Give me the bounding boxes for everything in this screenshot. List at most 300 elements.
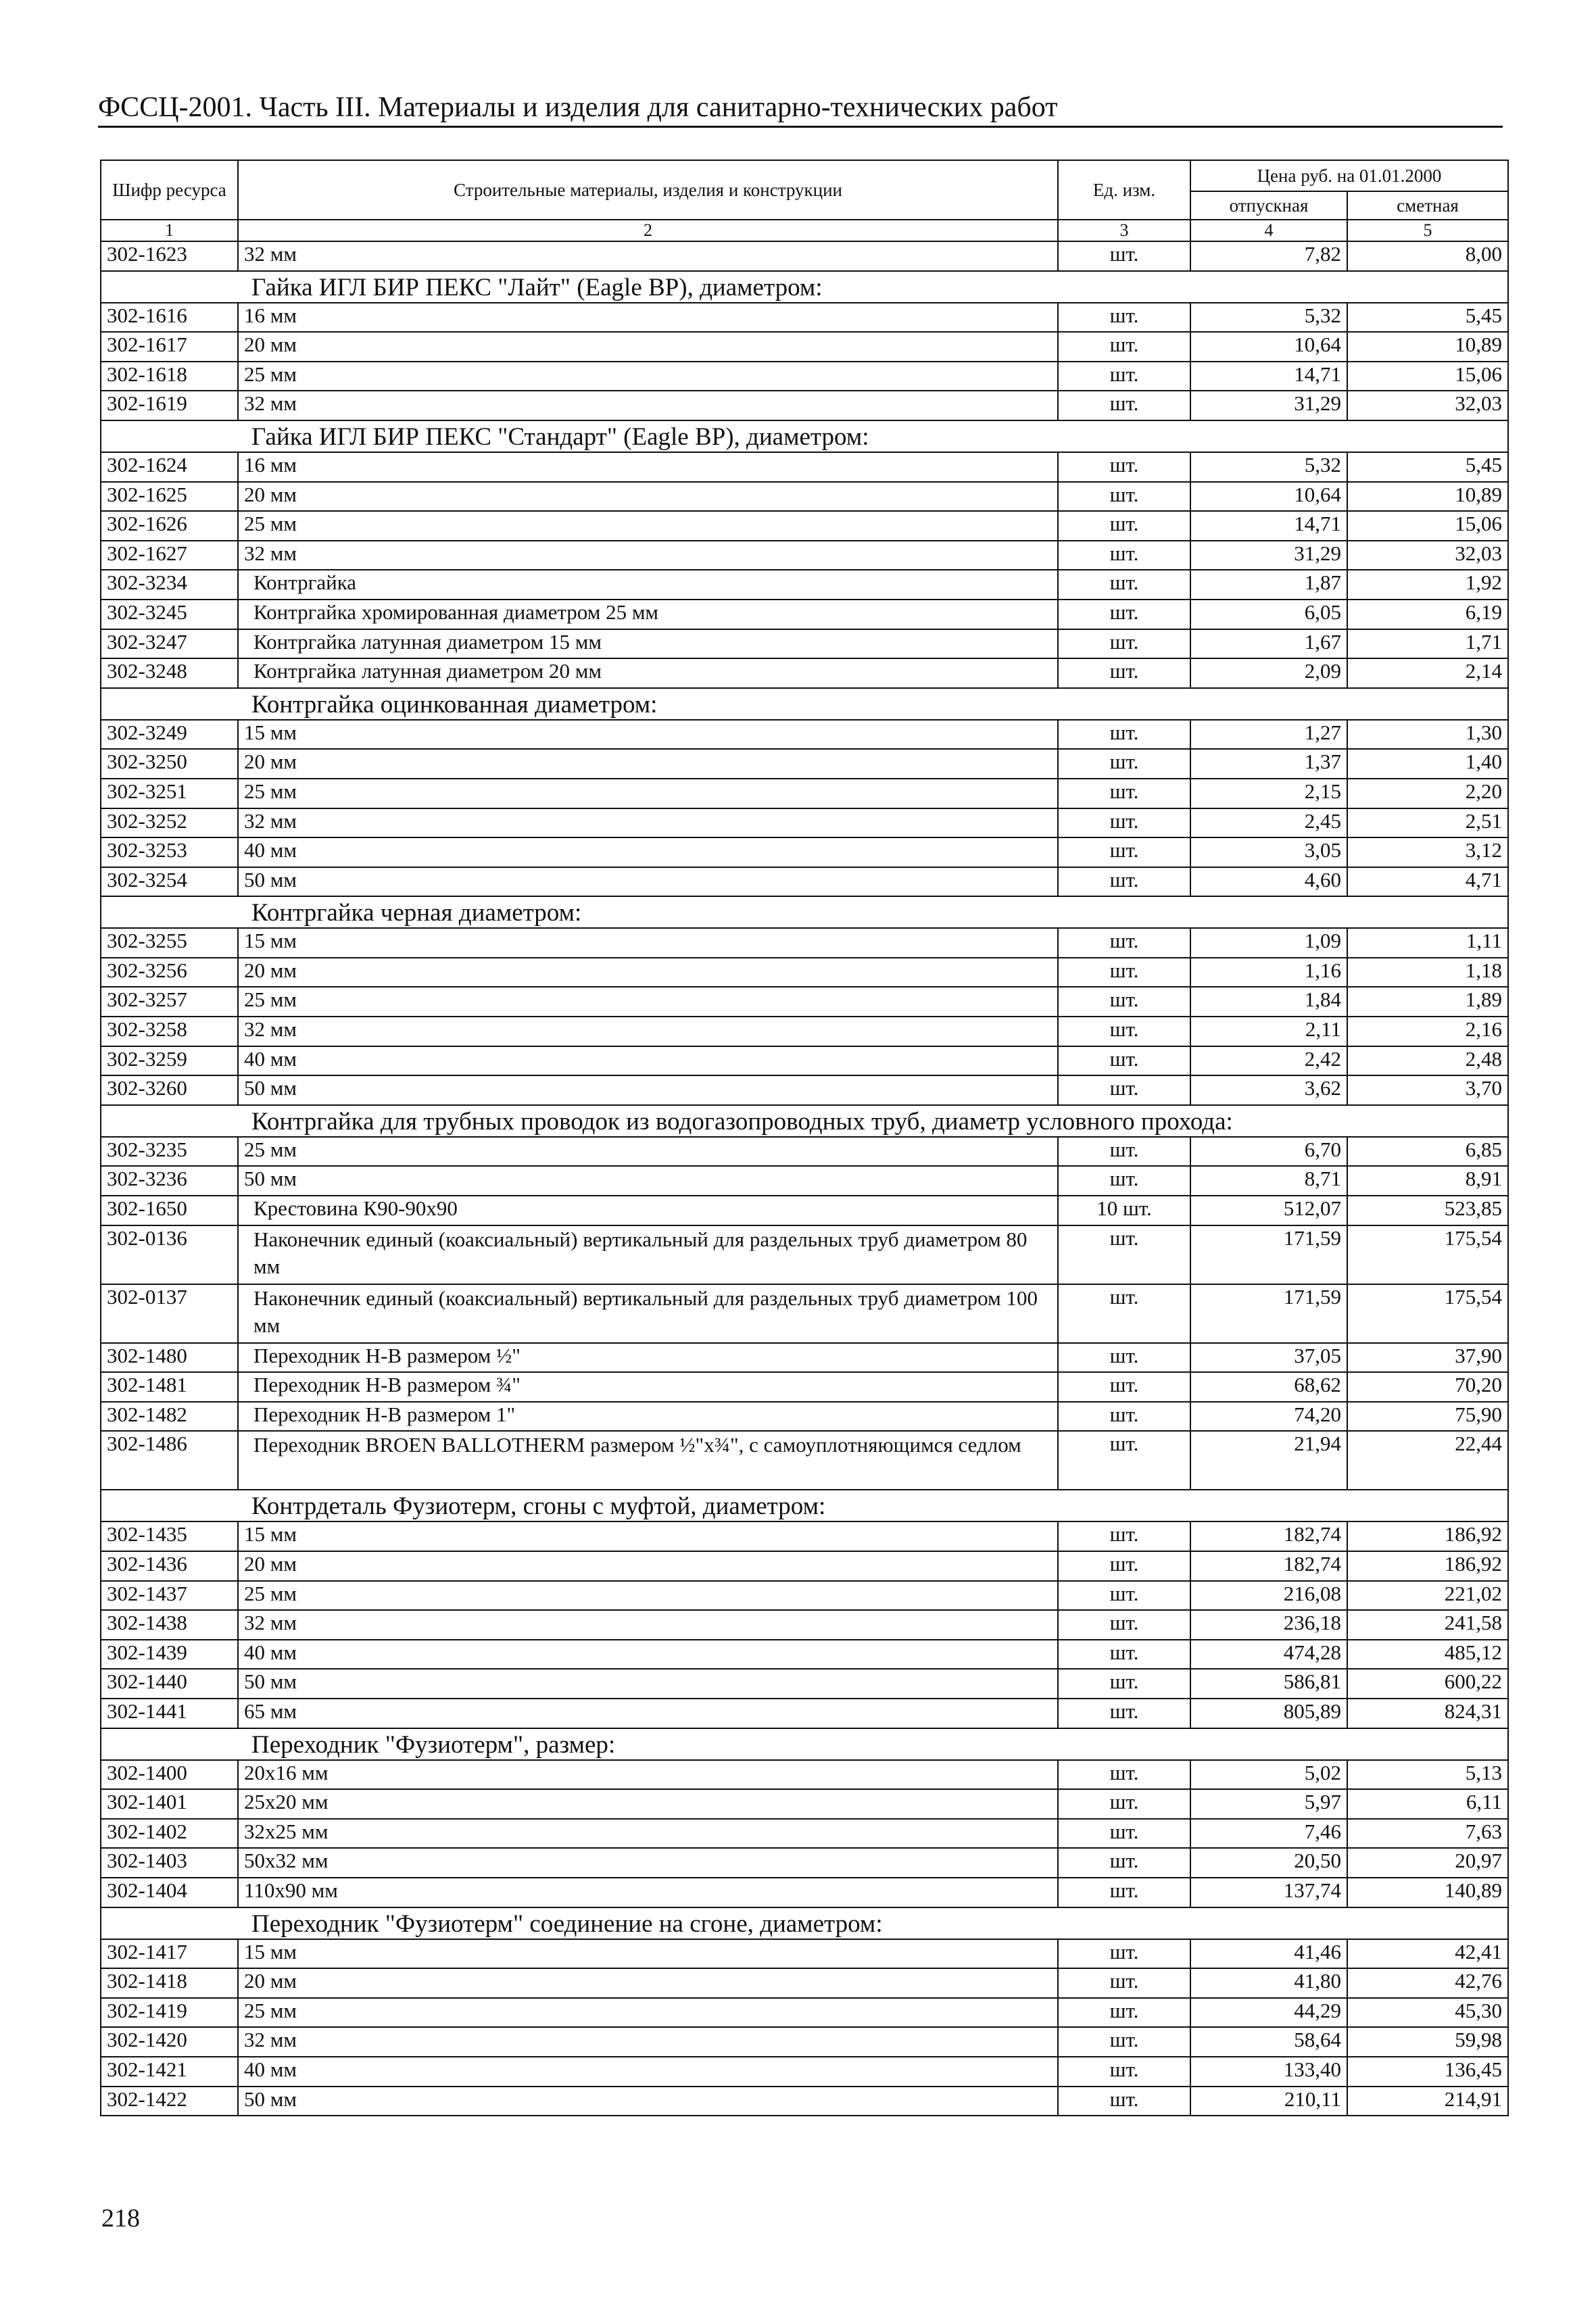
estimate-price-cell: 3,12 (1347, 837, 1508, 867)
release-price-cell: 74,20 (1190, 1402, 1347, 1432)
estimate-price-cell: 485,12 (1347, 1640, 1508, 1670)
material-name-cell: 50 мм (238, 1166, 1058, 1196)
unit-cell: шт. (1058, 1284, 1190, 1343)
resource-code-cell: 302-3250 (101, 749, 238, 779)
unit-cell: шт. (1058, 332, 1190, 362)
group-title: Контргайка оцинкованная диаметром: (101, 688, 1508, 720)
release-price-cell: 2,42 (1190, 1046, 1347, 1076)
material-name-cell: Контргайка (238, 570, 1058, 600)
estimate-price-cell: 20,97 (1347, 1848, 1508, 1878)
col-header-code: Шифр ресурса (101, 160, 238, 220)
material-name-cell: Наконечник единый (коаксиальный) вертикальный для раздельных труб диаметром 80 мм (238, 1225, 1058, 1284)
group-title: Контргайка черная диаметром: (101, 896, 1508, 928)
release-price-cell: 5,02 (1190, 1760, 1347, 1790)
table-row (101, 241, 1508, 271)
release-price-cell: 6,05 (1190, 600, 1347, 629)
material-name-cell: Переходник Н-В размером 1" (238, 1402, 1058, 1432)
estimate-price-cell: 5,13 (1347, 1760, 1508, 1790)
table-row (101, 658, 1508, 688)
release-price-cell: 21,94 (1190, 1431, 1347, 1490)
material-name-cell: Контргайка хромированная диаметром 25 мм (238, 600, 1058, 629)
resource-code-cell: 302-3256 (101, 958, 238, 988)
price-table (100, 160, 1509, 2116)
resource-code-cell: 302-3234 (101, 570, 238, 600)
material-name-cell: 20 мм (238, 958, 1058, 988)
table-row (101, 1225, 1508, 1284)
table-row (101, 808, 1508, 838)
resource-code-cell: 302-3253 (101, 837, 238, 867)
resource-code-cell: 302-1624 (101, 452, 238, 482)
unit-cell: шт. (1058, 1166, 1190, 1196)
estimate-price-cell: 70,20 (1347, 1372, 1508, 1402)
estimate-price-cell: 241,58 (1347, 1610, 1508, 1640)
table-row (101, 958, 1508, 988)
group-header-row (101, 1907, 1508, 1939)
release-price-cell: 1,87 (1190, 570, 1347, 600)
group-title: Переходник "Фузиотерм" соединение на сгоне, диаметром: (101, 1907, 1508, 1939)
unit-cell: шт. (1058, 391, 1190, 420)
estimate-price-cell: 1,89 (1347, 987, 1508, 1017)
resource-code-cell: 302-1403 (101, 1848, 238, 1878)
material-name-cell: Контргайка латунная диаметром 20 мм (238, 658, 1058, 688)
unit-cell: шт. (1058, 1431, 1190, 1490)
column-number: 5 (1347, 220, 1508, 241)
estimate-price-cell: 7,63 (1347, 1819, 1508, 1849)
unit-cell: шт. (1058, 2057, 1190, 2087)
material-name-cell: 25 мм (238, 1998, 1058, 2028)
unit-cell: шт. (1058, 1939, 1190, 1969)
release-price-cell: 41,80 (1190, 1968, 1347, 1998)
estimate-price-cell: 175,54 (1347, 1284, 1508, 1343)
table-row (101, 629, 1508, 659)
release-price-cell: 512,07 (1190, 1196, 1347, 1225)
column-number: 4 (1190, 220, 1347, 241)
estimate-price-cell: 15,06 (1347, 362, 1508, 391)
group-header-row (101, 1728, 1508, 1760)
unit-cell: шт. (1058, 1669, 1190, 1699)
unit-cell: шт. (1058, 452, 1190, 482)
resource-code-cell: 302-1437 (101, 1581, 238, 1611)
resource-code-cell: 302-1418 (101, 1968, 238, 1998)
estimate-price-cell: 2,51 (1347, 808, 1508, 838)
resource-code-cell: 302-1481 (101, 1372, 238, 1402)
release-price-cell: 210,11 (1190, 2087, 1347, 2116)
table-row (101, 779, 1508, 808)
resource-code-cell: 302-1400 (101, 1760, 238, 1790)
col-header-price-release: отпускная (1190, 191, 1347, 220)
release-price-cell: 1,37 (1190, 749, 1347, 779)
release-price-cell: 1,09 (1190, 928, 1347, 958)
release-price-cell: 6,70 (1190, 1137, 1347, 1167)
table-row (101, 570, 1508, 600)
page-header-title: ФССЦ-2001. Часть III. Материалы и изделия для санитарно-технических работ (98, 92, 1058, 123)
resource-code-cell: 302-1480 (101, 1343, 238, 1373)
unit-cell: шт. (1058, 2027, 1190, 2057)
estimate-price-cell: 186,92 (1347, 1521, 1508, 1551)
release-price-cell: 31,29 (1190, 391, 1347, 420)
resource-code-cell: 302-3249 (101, 720, 238, 750)
material-name-cell: 50х32 мм (238, 1848, 1058, 1878)
material-name-cell: 20 мм (238, 1968, 1058, 1998)
unit-cell: шт. (1058, 720, 1190, 750)
estimate-price-cell: 4,71 (1347, 867, 1508, 897)
resource-code-cell: 302-3235 (101, 1137, 238, 1167)
unit-cell: шт. (1058, 482, 1190, 512)
page-number: 218 (101, 2204, 140, 2233)
release-price-cell: 31,29 (1190, 541, 1347, 570)
unit-cell: шт. (1058, 958, 1190, 988)
unit-cell: шт. (1058, 600, 1190, 629)
col-header-name: Строительные материалы, изделия и конструкции (238, 160, 1058, 220)
material-name-cell: 65 мм (238, 1699, 1058, 1728)
estimate-price-cell: 824,31 (1347, 1699, 1508, 1728)
price-table-body (101, 241, 1508, 2116)
release-price-cell: 7,82 (1190, 241, 1347, 271)
estimate-price-cell: 2,48 (1347, 1046, 1508, 1076)
release-price-cell: 14,71 (1190, 511, 1347, 541)
release-price-cell: 182,74 (1190, 1551, 1347, 1581)
material-name-cell: 20 мм (238, 482, 1058, 512)
unit-cell: шт. (1058, 362, 1190, 391)
material-name-cell: 110х90 мм (238, 1878, 1058, 1907)
table-row (101, 511, 1508, 541)
material-name-cell: 40 мм (238, 837, 1058, 867)
estimate-price-cell: 136,45 (1347, 2057, 1508, 2087)
release-price-cell: 4,60 (1190, 867, 1347, 897)
material-name-cell: 32 мм (238, 241, 1058, 271)
column-number: 3 (1058, 220, 1190, 241)
unit-cell: шт. (1058, 1372, 1190, 1402)
unit-cell: шт. (1058, 511, 1190, 541)
resource-code-cell: 302-1439 (101, 1640, 238, 1670)
unit-cell: шт. (1058, 1402, 1190, 1432)
unit-cell: шт. (1058, 749, 1190, 779)
table-row (101, 1640, 1508, 1670)
release-price-cell: 20,50 (1190, 1848, 1347, 1878)
resource-code-cell: 302-1438 (101, 1610, 238, 1640)
unit-cell: шт. (1058, 303, 1190, 333)
table-row (101, 1372, 1508, 1402)
unit-cell: шт. (1058, 837, 1190, 867)
unit-cell: шт. (1058, 1521, 1190, 1551)
resource-code-cell: 302-3254 (101, 867, 238, 897)
column-number-row (101, 220, 1508, 241)
release-price-cell: 216,08 (1190, 1581, 1347, 1611)
unit-cell: шт. (1058, 658, 1190, 688)
col-header-price-estimate: сметная (1347, 191, 1508, 220)
material-name-cell: 20х16 мм (238, 1760, 1058, 1790)
table-row (101, 1581, 1508, 1611)
resource-code-cell: 302-1402 (101, 1819, 238, 1849)
unit-cell: шт. (1058, 808, 1190, 838)
resource-code-cell: 302-1421 (101, 2057, 238, 2087)
unit-cell: шт. (1058, 1699, 1190, 1728)
unit-cell: шт. (1058, 629, 1190, 659)
release-price-cell: 171,59 (1190, 1284, 1347, 1343)
release-price-cell: 2,11 (1190, 1017, 1347, 1046)
material-name-cell: 50 мм (238, 1075, 1058, 1105)
estimate-price-cell: 221,02 (1347, 1581, 1508, 1611)
table-row (101, 928, 1508, 958)
unit-cell: шт. (1058, 1551, 1190, 1581)
table-row (101, 1610, 1508, 1640)
unit-cell: шт. (1058, 541, 1190, 570)
material-name-cell: 25 мм (238, 1137, 1058, 1167)
price-table-header (101, 160, 1508, 241)
release-price-cell: 474,28 (1190, 1640, 1347, 1670)
unit-cell: шт. (1058, 1137, 1190, 1167)
resource-code-cell: 302-3248 (101, 658, 238, 688)
table-row (101, 1521, 1508, 1551)
estimate-price-cell: 140,89 (1347, 1878, 1508, 1907)
release-price-cell: 10,64 (1190, 332, 1347, 362)
material-name-cell: 40 мм (238, 2057, 1058, 2087)
release-price-cell: 1,16 (1190, 958, 1347, 988)
group-title: Гайка ИГЛ БИР ПЕКС "Стандарт" (Eagle BP), диаметром: (101, 420, 1508, 452)
table-row (101, 541, 1508, 570)
material-name-cell: 25 мм (238, 1581, 1058, 1611)
material-name-cell: 50 мм (238, 867, 1058, 897)
release-price-cell: 5,32 (1190, 452, 1347, 482)
resource-code-cell: 302-1420 (101, 2027, 238, 2057)
table-row (101, 482, 1508, 512)
estimate-price-cell: 6,19 (1347, 600, 1508, 629)
estimate-price-cell: 45,30 (1347, 1998, 1508, 2028)
release-price-cell: 14,71 (1190, 362, 1347, 391)
resource-code-cell: 302-0136 (101, 1225, 238, 1284)
material-name-cell: Переходник Н-В размером ¾" (238, 1372, 1058, 1402)
estimate-price-cell: 175,54 (1347, 1225, 1508, 1284)
table-row (101, 1284, 1508, 1343)
estimate-price-cell: 186,92 (1347, 1551, 1508, 1581)
estimate-price-cell: 10,89 (1347, 482, 1508, 512)
material-name-cell: 32 мм (238, 808, 1058, 838)
material-name-cell: 32 мм (238, 2027, 1058, 2057)
estimate-price-cell: 32,03 (1347, 541, 1508, 570)
resource-code-cell: 302-1486 (101, 1431, 238, 1490)
release-price-cell: 137,74 (1190, 1878, 1347, 1907)
resource-code-cell: 302-1401 (101, 1789, 238, 1819)
table-row (101, 720, 1508, 750)
header-rule (98, 126, 1503, 128)
estimate-price-cell: 3,70 (1347, 1075, 1508, 1105)
resource-code-cell: 302-1626 (101, 511, 238, 541)
group-title: Переходник "Фузиотерм", размер: (101, 1728, 1508, 1760)
group-header-row (101, 896, 1508, 928)
resource-code-cell: 302-3247 (101, 629, 238, 659)
release-price-cell: 2,09 (1190, 658, 1347, 688)
resource-code-cell: 302-1417 (101, 1939, 238, 1969)
resource-code-cell: 302-1404 (101, 1878, 238, 1907)
estimate-price-cell: 5,45 (1347, 303, 1508, 333)
estimate-price-cell: 42,41 (1347, 1939, 1508, 1969)
group-header-row (101, 420, 1508, 452)
table-row (101, 1196, 1508, 1225)
resource-code-cell: 302-1440 (101, 1669, 238, 1699)
column-number: 1 (101, 220, 238, 241)
table-row (101, 303, 1508, 333)
column-number: 2 (238, 220, 1058, 241)
resource-code-cell: 302-3258 (101, 1017, 238, 1046)
resource-code-cell: 302-3260 (101, 1075, 238, 1105)
release-price-cell: 1,84 (1190, 987, 1347, 1017)
estimate-price-cell: 8,00 (1347, 241, 1508, 271)
estimate-price-cell: 22,44 (1347, 1431, 1508, 1490)
material-name-cell: 25 мм (238, 362, 1058, 391)
table-row (101, 1939, 1508, 1969)
table-row (101, 987, 1508, 1017)
material-name-cell: Переходник BROEN BALLOTHERM размером ½"х¾", с самоуплотняющимся седлом (238, 1431, 1058, 1490)
table-row (101, 1166, 1508, 1196)
material-name-cell: Переходник Н-В размером ½" (238, 1343, 1058, 1373)
table-row (101, 1075, 1508, 1105)
material-name-cell: 32 мм (238, 391, 1058, 420)
resource-code-cell: 302-1482 (101, 1402, 238, 1432)
table-row (101, 749, 1508, 779)
resource-code-cell: 302-3257 (101, 987, 238, 1017)
release-price-cell: 171,59 (1190, 1225, 1347, 1284)
release-price-cell: 8,71 (1190, 1166, 1347, 1196)
material-name-cell: 15 мм (238, 928, 1058, 958)
estimate-price-cell: 1,92 (1347, 570, 1508, 600)
release-price-cell: 2,15 (1190, 779, 1347, 808)
unit-cell: шт. (1058, 1640, 1190, 1670)
table-row (101, 1137, 1508, 1167)
col-header-unit: Ед. изм. (1058, 160, 1190, 220)
resource-code-cell: 302-1617 (101, 332, 238, 362)
resource-code-cell: 302-0137 (101, 1284, 238, 1343)
resource-code-cell: 302-1616 (101, 303, 238, 333)
estimate-price-cell: 1,30 (1347, 720, 1508, 750)
table-row (101, 1789, 1508, 1819)
estimate-price-cell: 75,90 (1347, 1402, 1508, 1432)
unit-cell: шт. (1058, 1343, 1190, 1373)
material-name-cell: 40 мм (238, 1640, 1058, 1670)
table-row (101, 1017, 1508, 1046)
unit-cell: шт. (1058, 1075, 1190, 1105)
unit-cell: шт. (1058, 1046, 1190, 1076)
resource-code-cell: 302-3251 (101, 779, 238, 808)
group-header-row (101, 1490, 1508, 1521)
table-row (101, 837, 1508, 867)
unit-cell: шт. (1058, 867, 1190, 897)
unit-cell: шт. (1058, 1998, 1190, 2028)
material-name-cell: Контргайка латунная диаметром 15 мм (238, 629, 1058, 659)
material-name-cell: 25х20 мм (238, 1789, 1058, 1819)
material-name-cell: 16 мм (238, 303, 1058, 333)
estimate-price-cell: 2,20 (1347, 779, 1508, 808)
table-row (101, 391, 1508, 420)
table-row (101, 1343, 1508, 1373)
material-name-cell: 32х25 мм (238, 1819, 1058, 1849)
release-price-cell: 182,74 (1190, 1521, 1347, 1551)
material-name-cell: Крестовина К90-90х90 (238, 1196, 1058, 1225)
unit-cell: шт. (1058, 928, 1190, 958)
table-row (101, 1968, 1508, 1998)
material-name-cell: 20 мм (238, 332, 1058, 362)
estimate-price-cell: 2,16 (1347, 1017, 1508, 1046)
estimate-price-cell: 523,85 (1347, 1196, 1508, 1225)
table-row (101, 1402, 1508, 1432)
material-name-cell: 50 мм (238, 1669, 1058, 1699)
group-header-row (101, 271, 1508, 303)
release-price-cell: 133,40 (1190, 2057, 1347, 2087)
group-title: Гайка ИГЛ БИР ПЕКС "Лайт" (Eagle BP), диаметром: (101, 271, 1508, 303)
material-name-cell: 25 мм (238, 987, 1058, 1017)
release-price-cell: 2,45 (1190, 808, 1347, 838)
resource-code-cell: 302-1650 (101, 1196, 238, 1225)
table-row (101, 1848, 1508, 1878)
table-row (101, 452, 1508, 482)
material-name-cell: Наконечник единый (коаксиальный) вертикальный для раздельных труб диаметром 100 мм (238, 1284, 1058, 1343)
table-row (101, 2087, 1508, 2116)
resource-code-cell: 302-3252 (101, 808, 238, 838)
unit-cell: шт. (1058, 1848, 1190, 1878)
table-row (101, 362, 1508, 391)
group-title: Контрдеталь Фузиотерм, сгоны с муфтой, диаметром: (101, 1490, 1508, 1521)
unit-cell: шт. (1058, 1760, 1190, 1790)
unit-cell: шт. (1058, 1017, 1190, 1046)
material-name-cell: 25 мм (238, 779, 1058, 808)
material-name-cell: 16 мм (238, 452, 1058, 482)
group-header-row (101, 688, 1508, 720)
release-price-cell: 68,62 (1190, 1372, 1347, 1402)
material-name-cell: 32 мм (238, 1017, 1058, 1046)
estimate-price-cell: 1,11 (1347, 928, 1508, 958)
release-price-cell: 7,46 (1190, 1819, 1347, 1849)
resource-code-cell: 302-1618 (101, 362, 238, 391)
estimate-price-cell: 600,22 (1347, 1669, 1508, 1699)
release-price-cell: 10,64 (1190, 482, 1347, 512)
table-row (101, 867, 1508, 897)
material-name-cell: 32 мм (238, 1610, 1058, 1640)
table-row (101, 1046, 1508, 1076)
resource-code-cell: 302-3255 (101, 928, 238, 958)
estimate-price-cell: 42,76 (1347, 1968, 1508, 1998)
table-row (101, 1669, 1508, 1699)
unit-cell: шт. (1058, 1610, 1190, 1640)
material-name-cell: 15 мм (238, 1939, 1058, 1969)
resource-code-cell: 302-3236 (101, 1166, 238, 1196)
material-name-cell: 32 мм (238, 541, 1058, 570)
estimate-price-cell: 2,14 (1347, 658, 1508, 688)
material-name-cell: 20 мм (238, 749, 1058, 779)
table-row (101, 600, 1508, 629)
unit-cell: шт. (1058, 241, 1190, 271)
estimate-price-cell: 10,89 (1347, 332, 1508, 362)
release-price-cell: 37,05 (1190, 1343, 1347, 1373)
table-row (101, 2057, 1508, 2087)
unit-cell: шт. (1058, 2087, 1190, 2116)
release-price-cell: 5,32 (1190, 303, 1347, 333)
resource-code-cell: 302-1625 (101, 482, 238, 512)
release-price-cell: 1,67 (1190, 629, 1347, 659)
material-name-cell: 40 мм (238, 1046, 1058, 1076)
release-price-cell: 1,27 (1190, 720, 1347, 750)
table-row (101, 1699, 1508, 1728)
material-name-cell: 50 мм (238, 2087, 1058, 2116)
release-price-cell: 44,29 (1190, 1998, 1347, 2028)
resource-code-cell: 302-1627 (101, 541, 238, 570)
estimate-price-cell: 1,18 (1347, 958, 1508, 988)
material-name-cell: 25 мм (238, 511, 1058, 541)
estimate-price-cell: 5,45 (1347, 452, 1508, 482)
unit-cell: шт. (1058, 1789, 1190, 1819)
table-row (101, 1998, 1508, 2028)
resource-code-cell: 302-1422 (101, 2087, 238, 2116)
col-header-price-group: Цена руб. на 01.01.2000 (1190, 160, 1508, 191)
group-title: Контргайка для трубных проводок из водогазопроводных труб, диаметр условного прохода: (101, 1105, 1508, 1137)
